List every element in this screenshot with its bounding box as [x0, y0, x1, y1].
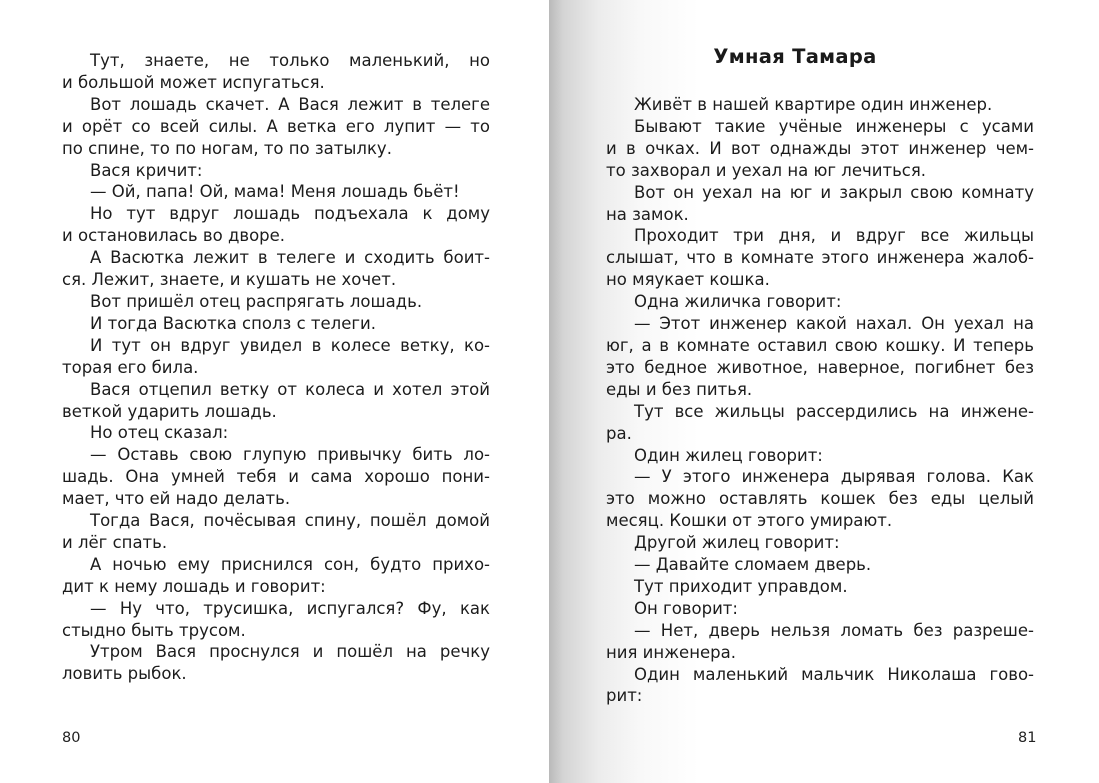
paragraph — [606, 532, 1034, 554]
text-line: рит: — [606, 686, 643, 706]
text-line: веткой ударить лошадь. — [62, 401, 277, 421]
text-line: это можно оставлять кошек без еды целый — [606, 489, 1034, 509]
paragraph — [606, 620, 1034, 664]
left-page — [0, 0, 549, 783]
right-page-number: 81 — [1018, 730, 1037, 746]
text-line: А ночью ему приснился сон, будто прихо- — [90, 554, 490, 574]
paragraph — [62, 203, 490, 247]
text-line: юг, а в комнате оставил свою кошку. И теперь — [606, 335, 1034, 355]
text-line: то захворал и уехал на юг лечиться. — [606, 160, 927, 180]
paragraph — [62, 313, 490, 335]
paragraph — [62, 422, 490, 444]
text-line: А Васютка лежит в телеге и сходить боит- — [90, 248, 490, 268]
paragraph — [62, 291, 490, 313]
paragraph — [606, 182, 1034, 226]
text-line: мает, что ей надо делать. — [62, 489, 291, 509]
text-line: И тогда Васютка сполз с телеги. — [90, 313, 376, 333]
text-line: Но отец сказал: — [90, 423, 229, 443]
text-line: Бывают такие учёные инженеры с усами — [634, 116, 1034, 136]
text-line: Он говорит: — [634, 598, 738, 618]
text-line: Один жилец говорит: — [634, 445, 823, 465]
paragraph — [62, 444, 490, 510]
text-line: Но тут вдруг лошадь подъехала к дому — [90, 204, 490, 224]
text-line: ловить рыбок. — [62, 664, 187, 684]
text-line: — Ну что, трусишка, испугался? Фу, как — [90, 598, 490, 618]
paragraph — [606, 598, 1034, 620]
right-page — [549, 0, 1099, 783]
text-line: — Ой, папа! Ой, мама! Меня лошадь бьёт! — [90, 182, 460, 202]
text-line: шадь. Она умней тебя и сама хорошо пони- — [62, 467, 490, 487]
text-line: — Давайте сломаем дверь. — [634, 555, 872, 575]
text-line: Тогда Вася, почёсывая спину, пошёл домой — [90, 511, 490, 531]
paragraph — [606, 116, 1034, 182]
text-line: ся. Лежит, знаете, и кушать не хочет. — [62, 270, 397, 290]
paragraph — [62, 379, 490, 423]
text-line: но мяукает кошка. — [606, 270, 770, 290]
text-line: Вот он уехал на юг и закрыл свою комнату — [634, 182, 1034, 202]
text-line: на замок. — [606, 204, 689, 224]
text-line: дит к нему лошадь и говорит: — [62, 576, 326, 596]
text-line: Проходит три дня, и вдруг все жильцы — [634, 226, 1034, 246]
paragraph — [62, 510, 490, 554]
text-line: месяц. Кошки от этого умирают. — [606, 511, 893, 531]
text-line: Вася кричит: — [90, 160, 203, 180]
paragraph — [606, 445, 1034, 467]
text-line: Тут приходит управдом. — [634, 576, 848, 596]
text-line: Одна жиличка говорит: — [634, 292, 842, 312]
text-line: и остановилась во дворе. — [62, 226, 286, 246]
text-line: И тут он вдруг увидел в колесе ветку, ко- — [90, 335, 490, 355]
paragraph — [606, 313, 1034, 401]
text-line: и в очках. И вот однажды этот инженер чем- — [606, 138, 1034, 158]
paragraph — [606, 225, 1034, 291]
paragraph — [62, 50, 490, 94]
text-line: слышат, что в комнате этого инженера жалоб- — [606, 248, 1034, 268]
text-line: Живёт в нашей квартире один инженер. — [634, 95, 993, 114]
text-line: по спине, то по ногам, то по затылку. — [62, 138, 392, 158]
paragraph — [62, 247, 490, 291]
paragraph — [62, 181, 490, 203]
paragraph — [62, 641, 490, 685]
paragraph — [62, 335, 490, 379]
text-line: ра. — [606, 423, 632, 443]
paragraph — [62, 598, 490, 642]
text-line: Вася отцепил ветку от колеса и хотел этой — [90, 379, 490, 399]
text-line: — Этот инженер какой нахал. Он уехал на — [634, 314, 1034, 334]
text-line: Тут, знаете, не только маленький, но — [90, 51, 490, 70]
text-line: торая его била. — [62, 357, 199, 377]
text-line: и лёг спать. — [62, 532, 168, 552]
story-title: Умная Тамара — [713, 45, 877, 68]
text-line: еды и без питья. — [606, 379, 753, 399]
paragraph — [62, 160, 490, 182]
paragraph — [62, 94, 490, 160]
left-page-text — [62, 50, 490, 685]
text-line: и большой может испугаться. — [62, 72, 325, 92]
paragraph — [606, 291, 1034, 313]
paragraph — [606, 94, 1034, 116]
text-line: Один маленький мальчик Николаша гово- — [634, 664, 1034, 684]
text-line: Вот лошадь скачет. А Вася лежит в телеге — [90, 94, 490, 114]
text-line: ния инженера. — [606, 642, 736, 662]
paragraph — [606, 466, 1034, 532]
text-line: это бедное животное, наверное, погибнет без — [606, 357, 1034, 377]
text-line: Утром Вася проснулся и пошёл на речку — [90, 642, 490, 662]
text-line: — Нет, дверь нельзя ломать без разреше- — [634, 620, 1034, 640]
paragraph — [62, 554, 490, 598]
paragraph — [606, 664, 1034, 708]
text-line: стыдно быть трусом. — [62, 620, 246, 640]
text-line: — Оставь свою глупую привычку бить ло- — [90, 445, 490, 465]
text-line: — У этого инженера дырявая голова. Как — [634, 467, 1034, 487]
paragraph — [606, 401, 1034, 445]
text-line: Тут все жильцы рассердились на инжене- — [634, 401, 1034, 421]
text-line: Вот пришёл отец распрягать лошадь. — [90, 291, 423, 311]
text-line: Другой жилец говорит: — [634, 533, 840, 553]
paragraph — [606, 554, 1034, 576]
paragraph — [606, 576, 1034, 598]
right-page-text — [606, 94, 1034, 707]
left-page-number: 80 — [62, 730, 81, 746]
text-line: и орёт со всей силы. А ветка его лупит — то — [62, 116, 490, 136]
